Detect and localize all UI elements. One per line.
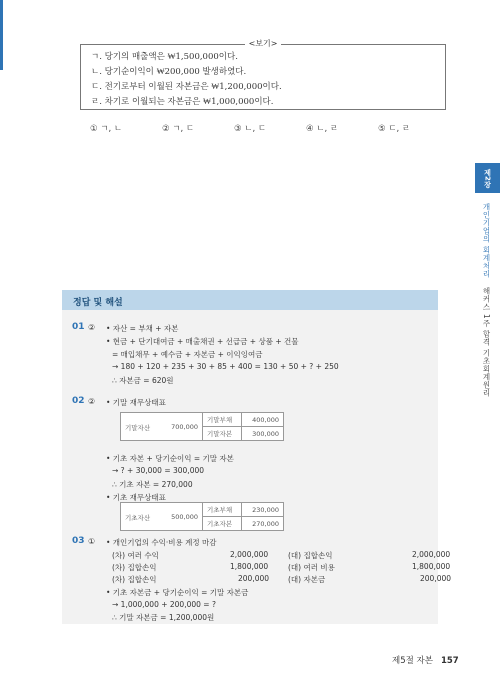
question-answer: ② [88,323,96,332]
choice-1[interactable]: ① ㄱ, ㄴ [90,124,123,134]
credit-amount: 1,800,000 [412,562,451,571]
choice-5[interactable]: ⑤ ㄷ, ㄹ [378,124,411,134]
explanation-line: ∴ 기초 자본 = 270,000 [112,480,193,489]
beginning-balance-sheet [120,502,284,531]
bogi-item: ㄹ. 차기로 이월되는 자본금은 ₩1,000,000이다. [91,97,274,107]
explanation-line: • 기초 자본 + 당기순이익 = 기말 자본 [106,454,234,463]
debit-amount: 200,000 [238,574,270,583]
credit-amount: 200,000 [420,574,452,583]
liability-label: 기말부채 [203,413,242,427]
explanation-line: • 현금 + 단기대여금 + 매출채권 + 선급금 + 상품 + 건물 [106,337,299,346]
credit-account: (대) 자본금 [288,575,326,584]
ending-balance-sheet [120,412,284,441]
answer-header [62,290,438,310]
table-caption: • 기초 재무상태표 [106,493,166,502]
explanation-line: → 1,000,000 + 200,000 = ? [112,600,216,609]
question-number: 01 [72,322,85,332]
bogi-item: ㄱ. 당기의 매출액은 ₩1,500,000이다. [91,52,238,62]
bogi-box [80,39,446,110]
debit-account: (차) 집합손익 [112,575,157,584]
table-caption: • 기말 재무상태표 [106,398,166,407]
chapter-title: 개인기업의 회계처리 [482,203,491,278]
book-title: 해커스 1주 합격 기초회계원리 [482,287,491,397]
journal-entry [112,550,451,561]
question-number: 03 [72,536,85,546]
explanation-line: = 매입채무 + 예수금 + 자본금 + 이익잉여금 [112,350,263,359]
chapter-tab: 제2장 [475,163,500,193]
choice-4[interactable]: ④ ㄴ, ㄹ [306,124,339,134]
answer-choices [90,122,450,134]
capital-value: 270,000 [242,517,284,531]
liability-value: 400,000 [242,413,284,427]
capital-label: 기말자본 [203,427,242,441]
choice-3[interactable]: ③ ㄴ, ㄷ [234,124,267,134]
question-answer: ① [88,537,96,546]
explanation-line: ∴ 자본금 = 620원 [112,376,174,385]
capital-label: 기초자본 [203,517,242,531]
asset-value: 500,000 [171,513,198,521]
explanation-line: • 자산 = 부채 + 자본 [106,324,179,333]
asset-label: 기말자산 [125,424,151,432]
bogi-item: ㄴ. 당기순이익이 ₩200,000 발생하였다. [91,67,247,77]
credit-amount: 2,000,000 [412,550,451,559]
left-accent-bar [0,0,3,70]
explanation-line: ∴ 기말 자본금 = 1,200,000원 [112,613,215,622]
explanation-line: • 개인기업의 수익·비용 계정 마감 [106,538,217,547]
explanation-line: → 180 + 120 + 235 + 30 + 85 + 400 = 130 + 50 + ? + 250 [112,362,339,371]
journal-entry [112,574,452,585]
question-answer: ② [88,397,96,406]
liability-value: 230,000 [242,503,284,517]
capital-value: 300,000 [242,427,284,441]
debit-account: (차) 여러 수익 [112,551,159,560]
asset-value: 700,000 [171,423,198,431]
asset-label: 기초자산 [125,514,151,522]
debit-amount: 1,800,000 [230,562,269,571]
explanation-line: • 기초 자본금 + 당기순이익 = 기말 자본금 [106,588,249,597]
credit-account: (대) 집합손익 [288,551,333,560]
debit-account: (차) 집합손익 [112,563,157,572]
debit-amount: 2,000,000 [230,550,269,559]
bogi-item: ㄷ. 전기로부터 이월된 자본금은 ₩1,200,000이다. [91,82,282,92]
liability-label: 기초부채 [203,503,242,517]
footer-section: 제5절 자본 [392,656,433,666]
explanation-line: → ? + 30,000 = 300,000 [112,466,205,475]
bogi-items [91,50,282,110]
page-number: 157 [440,656,459,666]
question-number: 02 [72,396,85,406]
journal-entry [112,562,451,573]
credit-account: (대) 여러 비용 [288,563,335,572]
bogi-title: <보기> [81,38,445,49]
page-footer [392,654,459,666]
answer-header-title: 정답 및 해설 [73,298,123,308]
answer-panel [62,290,452,624]
choice-2[interactable]: ② ㄱ, ㄷ [162,124,195,134]
